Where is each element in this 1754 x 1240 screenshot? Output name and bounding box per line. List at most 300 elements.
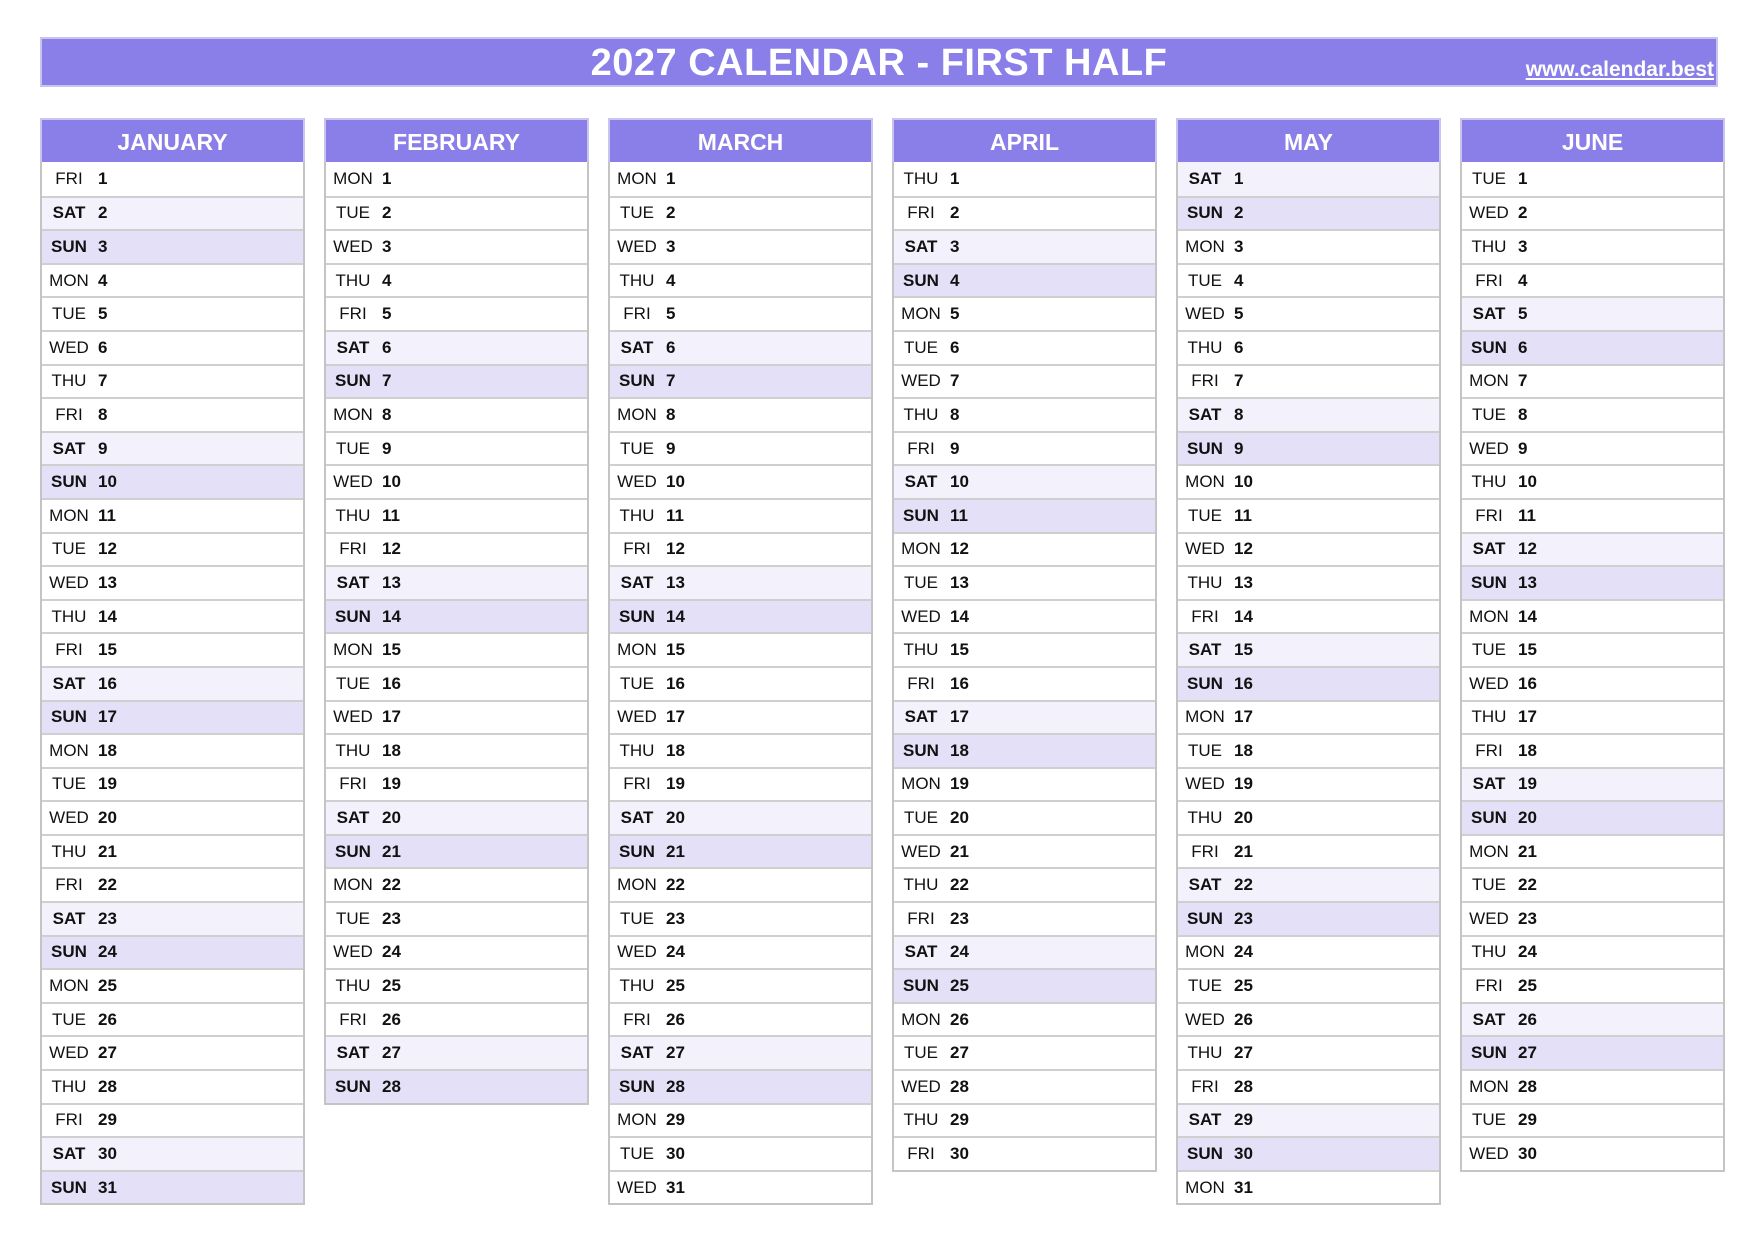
day-number: 11 — [666, 505, 684, 525]
weekday-label: WED — [49, 337, 89, 357]
weekday-label: FRI — [55, 1110, 83, 1130]
day-row — [610, 800, 871, 834]
day-number: 9 — [98, 438, 108, 458]
day-number: 28 — [1518, 1076, 1537, 1096]
day-row — [610, 632, 871, 666]
weekday-label: TUE — [1188, 270, 1222, 290]
weekday-label: TUE — [336, 673, 370, 693]
weekday-label: SUN — [1471, 808, 1507, 828]
weekday-label: MON — [1469, 841, 1509, 861]
day-row — [326, 834, 587, 868]
day-number: 1 — [1518, 168, 1528, 188]
weekday-label: TUE — [620, 203, 654, 223]
day-row — [42, 767, 303, 801]
weekday-label: THU — [903, 875, 939, 895]
day-number: 9 — [1234, 438, 1244, 458]
weekday-label: MON — [49, 740, 89, 760]
weekday-label: FRI — [907, 438, 935, 458]
weekday-label: THU — [1471, 707, 1507, 727]
day-number: 8 — [1234, 404, 1244, 424]
day-number: 19 — [666, 774, 685, 794]
day-row — [1178, 666, 1439, 700]
day-number: 2 — [1234, 203, 1244, 223]
day-row — [894, 196, 1155, 230]
weekday-label: SAT — [904, 942, 938, 962]
day-number: 21 — [666, 841, 685, 861]
site-link[interactable]: www.calendar.best — [1525, 58, 1714, 81]
weekday-label: FRI — [1475, 740, 1503, 760]
weekday-label: TUE — [52, 304, 86, 324]
day-row — [610, 733, 871, 767]
weekday-label: MON — [333, 168, 373, 188]
weekday-label: WED — [49, 572, 89, 592]
day-row — [1462, 565, 1723, 599]
weekday-label: SAT — [336, 808, 370, 828]
day-row — [1178, 330, 1439, 364]
weekday-label: FRI — [623, 304, 651, 324]
weekday-label: SAT — [620, 337, 654, 357]
day-row — [1462, 867, 1723, 901]
day-number: 2 — [950, 203, 960, 223]
weekday-label: MON — [1469, 371, 1509, 391]
weekday-label: MON — [617, 640, 657, 660]
day-number: 6 — [382, 337, 392, 357]
day-row — [610, 1035, 871, 1069]
weekday-label: SAT — [52, 438, 86, 458]
day-number: 1 — [1234, 168, 1244, 188]
day-row — [1462, 767, 1723, 801]
day-number: 3 — [666, 236, 676, 256]
weekday-label: MON — [617, 1110, 657, 1130]
day-row — [42, 364, 303, 398]
weekday-label: FRI — [1475, 270, 1503, 290]
weekday-label: SAT — [620, 1043, 654, 1063]
month-march — [608, 118, 873, 1205]
day-number: 5 — [1234, 304, 1244, 324]
day-row — [1178, 834, 1439, 868]
day-row — [326, 296, 587, 330]
weekday-label: SUN — [51, 236, 87, 256]
day-number: 17 — [382, 707, 401, 727]
day-number: 30 — [1234, 1144, 1253, 1164]
day-number: 10 — [1234, 472, 1253, 492]
day-row — [1462, 700, 1723, 734]
day-number: 19 — [1234, 774, 1253, 794]
day-number: 6 — [1234, 337, 1244, 357]
day-number: 11 — [1234, 505, 1252, 525]
day-row — [1178, 632, 1439, 666]
day-row — [894, 431, 1155, 465]
day-number: 3 — [1234, 236, 1244, 256]
day-row — [326, 1069, 587, 1103]
weekday-label: WED — [901, 1076, 941, 1096]
month-header: APRIL — [892, 118, 1157, 162]
weekday-label: TUE — [620, 673, 654, 693]
weekday-label: SUN — [1187, 673, 1223, 693]
day-number: 18 — [382, 740, 401, 760]
weekday-label: TUE — [52, 1009, 86, 1029]
weekday-label: SUN — [335, 371, 371, 391]
weekday-label: THU — [619, 976, 655, 996]
day-number: 25 — [1518, 976, 1537, 996]
day-row — [1178, 867, 1439, 901]
day-row — [42, 632, 303, 666]
weekday-label: SAT — [1188, 875, 1222, 895]
day-list — [1460, 162, 1725, 1172]
day-row — [894, 733, 1155, 767]
day-row — [42, 330, 303, 364]
day-number: 12 — [382, 539, 401, 559]
weekday-label: SUN — [619, 841, 655, 861]
day-row — [1462, 464, 1723, 498]
weekday-label: SAT — [1188, 404, 1222, 424]
day-number: 3 — [950, 236, 960, 256]
weekday-label: MON — [617, 168, 657, 188]
weekday-label: WED — [49, 1043, 89, 1063]
day-row — [610, 700, 871, 734]
day-row — [610, 464, 871, 498]
day-row — [1178, 800, 1439, 834]
weekday-label: MON — [1185, 472, 1225, 492]
day-row — [894, 1002, 1155, 1036]
day-row — [1178, 229, 1439, 263]
weekday-label: TUE — [1188, 740, 1222, 760]
weekday-label: MON — [1185, 942, 1225, 962]
day-number: 6 — [98, 337, 108, 357]
weekday-label: MON — [1185, 1177, 1225, 1197]
weekday-label: FRI — [907, 203, 935, 223]
weekday-label: THU — [903, 404, 939, 424]
weekday-label: FRI — [623, 539, 651, 559]
weekday-label: TUE — [336, 908, 370, 928]
day-number: 29 — [950, 1110, 969, 1130]
day-row — [42, 162, 303, 196]
day-number: 28 — [950, 1076, 969, 1096]
day-number: 15 — [1518, 640, 1537, 660]
weekday-label: SAT — [1188, 168, 1222, 188]
weekday-label: TUE — [620, 908, 654, 928]
weekday-label: FRI — [339, 304, 367, 324]
weekday-label: FRI — [1191, 1076, 1219, 1096]
day-row — [42, 464, 303, 498]
day-number: 12 — [1518, 539, 1537, 559]
day-row — [42, 498, 303, 532]
day-number: 15 — [666, 640, 685, 660]
weekday-label: MON — [617, 404, 657, 424]
weekday-label: SAT — [1472, 539, 1506, 559]
day-number: 1 — [382, 168, 392, 188]
day-row — [610, 498, 871, 532]
day-row — [610, 229, 871, 263]
weekday-label: MON — [1185, 236, 1225, 256]
day-row — [42, 431, 303, 465]
day-row — [326, 700, 587, 734]
weekday-label: TUE — [1472, 1110, 1506, 1130]
day-row — [326, 364, 587, 398]
weekday-label: SUN — [1471, 572, 1507, 592]
day-row — [894, 1035, 1155, 1069]
day-row — [326, 464, 587, 498]
weekday-label: WED — [617, 472, 657, 492]
day-number: 5 — [382, 304, 392, 324]
day-list — [608, 162, 873, 1205]
weekday-label: WED — [1469, 203, 1509, 223]
day-number: 5 — [950, 304, 960, 324]
day-row — [42, 901, 303, 935]
day-number: 26 — [666, 1009, 685, 1029]
day-number: 9 — [666, 438, 676, 458]
day-number: 13 — [1234, 572, 1253, 592]
weekday-label: SUN — [1187, 1144, 1223, 1164]
day-number: 11 — [98, 505, 116, 525]
weekday-label: THU — [1471, 942, 1507, 962]
day-row — [326, 565, 587, 599]
weekday-label: SUN — [335, 606, 371, 626]
weekday-label: WED — [49, 808, 89, 828]
day-number: 29 — [666, 1110, 685, 1130]
day-row — [1178, 263, 1439, 297]
day-number: 17 — [666, 707, 685, 727]
weekday-label: SUN — [51, 707, 87, 727]
day-number: 28 — [1234, 1076, 1253, 1096]
day-row — [894, 565, 1155, 599]
day-number: 7 — [1518, 371, 1528, 391]
month-header: MARCH — [608, 118, 873, 162]
day-number: 5 — [666, 304, 676, 324]
weekday-label: FRI — [907, 1144, 935, 1164]
weekday-label: TUE — [1188, 505, 1222, 525]
day-number: 13 — [98, 572, 117, 592]
weekday-label: TUE — [1472, 875, 1506, 895]
day-number: 27 — [382, 1043, 401, 1063]
day-row — [1462, 935, 1723, 969]
weekday-label: WED — [617, 236, 657, 256]
weekday-label: TUE — [904, 337, 938, 357]
weekday-label: WED — [333, 707, 373, 727]
day-number: 13 — [950, 572, 969, 592]
weekday-label: FRI — [623, 1009, 651, 1029]
weekday-label: SAT — [336, 1043, 370, 1063]
weekday-label: TUE — [1472, 404, 1506, 424]
day-row — [326, 532, 587, 566]
weekday-label: MON — [901, 774, 941, 794]
day-row — [1178, 1069, 1439, 1103]
weekday-label: FRI — [1191, 841, 1219, 861]
day-row — [1178, 431, 1439, 465]
day-row — [610, 1002, 871, 1036]
weekday-label: WED — [1469, 673, 1509, 693]
day-row — [42, 666, 303, 700]
day-row — [894, 397, 1155, 431]
weekday-label: WED — [1469, 908, 1509, 928]
day-number: 12 — [666, 539, 685, 559]
month-header: JANUARY — [40, 118, 305, 162]
day-number: 7 — [1234, 371, 1244, 391]
day-number: 22 — [666, 875, 685, 895]
day-number: 25 — [98, 976, 117, 996]
day-number: 21 — [1234, 841, 1253, 861]
day-number: 20 — [1234, 808, 1253, 828]
weekday-label: MON — [49, 976, 89, 996]
day-number: 11 — [382, 505, 400, 525]
day-number: 30 — [950, 1144, 969, 1164]
day-row — [1462, 901, 1723, 935]
weekday-label: SAT — [904, 472, 938, 492]
weekday-label: FRI — [1475, 505, 1503, 525]
day-row — [1462, 599, 1723, 633]
weekday-label: THU — [1471, 472, 1507, 492]
day-number: 1 — [950, 168, 960, 188]
day-number: 20 — [98, 808, 117, 828]
day-row — [1178, 733, 1439, 767]
day-number: 19 — [98, 774, 117, 794]
weekday-label: SAT — [1472, 1009, 1506, 1029]
day-row — [610, 532, 871, 566]
day-number: 21 — [1518, 841, 1537, 861]
day-row — [894, 867, 1155, 901]
weekday-label: SUN — [51, 942, 87, 962]
day-number: 30 — [98, 1144, 117, 1164]
day-number: 24 — [950, 942, 969, 962]
day-number: 14 — [382, 606, 401, 626]
weekday-label: WED — [333, 236, 373, 256]
weekday-label: FRI — [339, 539, 367, 559]
day-number: 23 — [382, 908, 401, 928]
title-bar — [40, 37, 1718, 87]
day-number: 9 — [1518, 438, 1528, 458]
day-number: 22 — [1518, 875, 1537, 895]
weekday-label: FRI — [1191, 371, 1219, 391]
month-april — [892, 118, 1157, 1172]
day-row — [610, 1136, 871, 1170]
day-number: 29 — [98, 1110, 117, 1130]
day-row — [1178, 364, 1439, 398]
day-row — [894, 968, 1155, 1002]
day-number: 16 — [382, 673, 401, 693]
weekday-label: MON — [333, 404, 373, 424]
weekday-label: TUE — [336, 438, 370, 458]
day-number: 9 — [382, 438, 392, 458]
day-row — [42, 397, 303, 431]
day-row — [1462, 968, 1723, 1002]
day-number: 13 — [382, 572, 401, 592]
day-row — [42, 1136, 303, 1170]
day-number: 10 — [666, 472, 685, 492]
day-row — [1462, 1035, 1723, 1069]
weekday-label: SUN — [619, 606, 655, 626]
weekday-label: WED — [1185, 774, 1225, 794]
day-number: 29 — [1518, 1110, 1537, 1130]
weekday-label: SUN — [903, 505, 939, 525]
day-number: 25 — [1234, 976, 1253, 996]
day-row — [42, 296, 303, 330]
day-number: 6 — [950, 337, 960, 357]
day-row — [610, 935, 871, 969]
day-row — [1178, 767, 1439, 801]
weekday-label: THU — [51, 371, 87, 391]
day-number: 27 — [98, 1043, 117, 1063]
day-list — [40, 162, 305, 1205]
weekday-label: WED — [617, 1177, 657, 1197]
day-number: 13 — [1518, 572, 1537, 592]
day-row — [42, 935, 303, 969]
day-number: 16 — [950, 673, 969, 693]
day-number: 12 — [950, 539, 969, 559]
weekday-label: TUE — [904, 808, 938, 828]
day-number: 8 — [1518, 404, 1528, 424]
weekday-label: FRI — [55, 168, 83, 188]
weekday-label: MON — [333, 875, 373, 895]
month-february — [324, 118, 589, 1105]
day-row — [610, 397, 871, 431]
day-row — [326, 1002, 587, 1036]
day-number: 14 — [98, 606, 117, 626]
day-number: 3 — [382, 236, 392, 256]
day-row — [894, 229, 1155, 263]
day-row — [326, 431, 587, 465]
day-row — [326, 632, 587, 666]
weekday-label: SUN — [619, 1076, 655, 1096]
day-number: 21 — [950, 841, 969, 861]
day-number: 26 — [1518, 1009, 1537, 1029]
day-row — [1178, 700, 1439, 734]
weekday-label: THU — [1471, 236, 1507, 256]
day-list — [892, 162, 1157, 1172]
day-row — [42, 532, 303, 566]
day-number: 15 — [1234, 640, 1253, 660]
day-number: 24 — [1234, 942, 1253, 962]
day-number: 16 — [1234, 673, 1253, 693]
day-number: 4 — [950, 270, 960, 290]
day-row — [1462, 296, 1723, 330]
day-number: 19 — [1518, 774, 1537, 794]
day-number: 20 — [382, 808, 401, 828]
day-row — [326, 498, 587, 532]
day-row — [1462, 330, 1723, 364]
weekday-label: MON — [49, 505, 89, 525]
day-row — [326, 867, 587, 901]
weekday-label: THU — [1187, 337, 1223, 357]
weekday-label: WED — [1185, 539, 1225, 559]
weekday-label: FRI — [55, 875, 83, 895]
day-number: 28 — [382, 1076, 401, 1096]
weekday-label: MON — [901, 304, 941, 324]
day-row — [326, 666, 587, 700]
day-row — [326, 397, 587, 431]
day-row — [326, 263, 587, 297]
day-number: 8 — [950, 404, 960, 424]
weekday-label: MON — [1469, 1076, 1509, 1096]
day-number: 2 — [98, 203, 108, 223]
weekday-label: THU — [619, 740, 655, 760]
day-row — [610, 767, 871, 801]
day-number: 23 — [1518, 908, 1537, 928]
weekday-label: SUN — [335, 841, 371, 861]
day-number: 2 — [666, 203, 676, 223]
weekday-label: MON — [617, 875, 657, 895]
weekday-label: FRI — [907, 908, 935, 928]
weekday-label: FRI — [55, 404, 83, 424]
day-row — [1178, 532, 1439, 566]
weekday-label: TUE — [1188, 976, 1222, 996]
day-row — [1178, 196, 1439, 230]
day-number: 17 — [950, 707, 969, 727]
day-row — [610, 431, 871, 465]
day-row — [42, 196, 303, 230]
day-row — [1462, 666, 1723, 700]
day-row — [1178, 565, 1439, 599]
day-row — [42, 1035, 303, 1069]
